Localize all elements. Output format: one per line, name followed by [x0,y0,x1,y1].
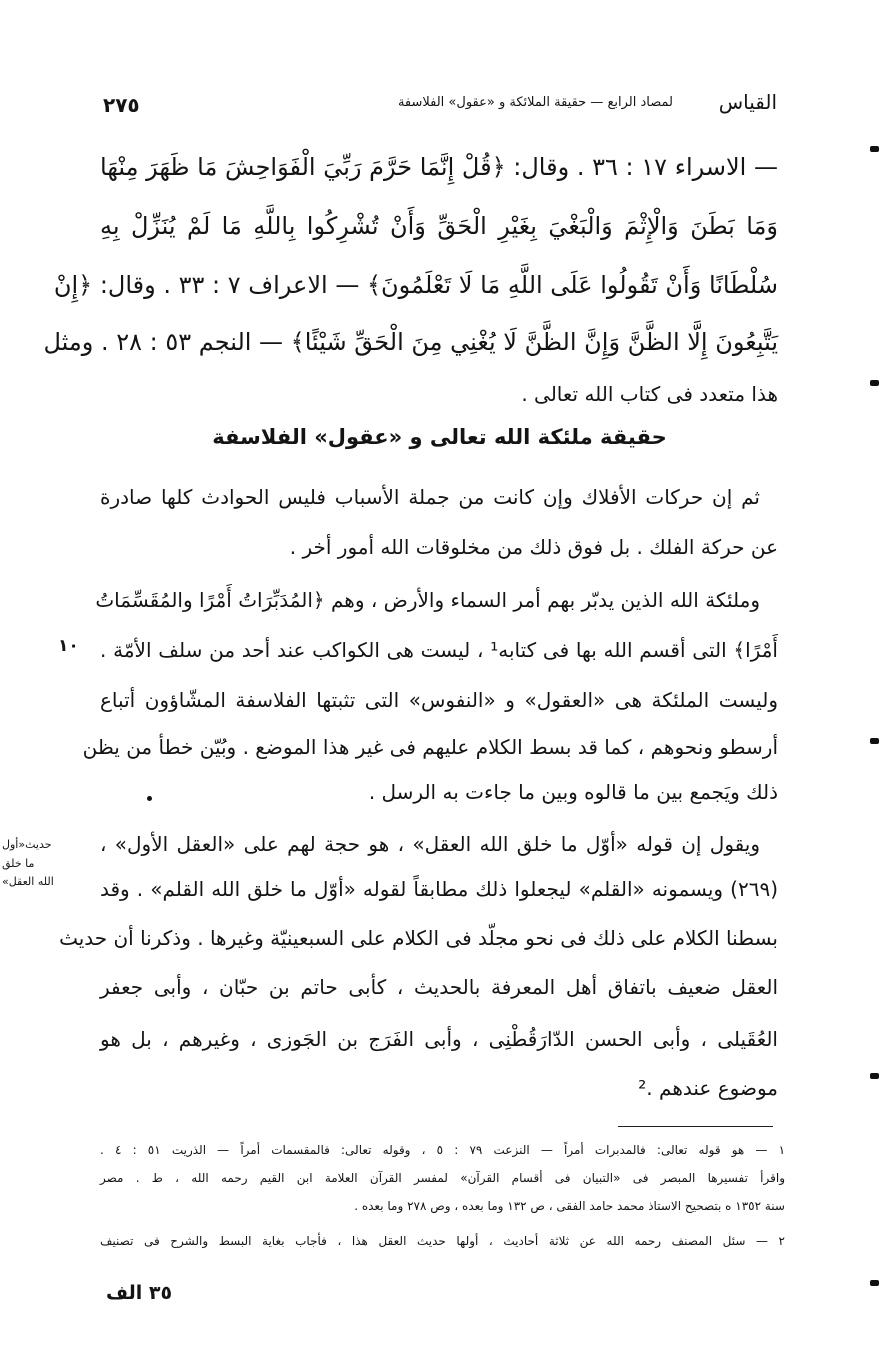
body-line: ثم إن حركات الأفلاك وإن كانت من جملة الأسباب فليس الحوادث كلها صادرة [100,485,760,509]
footnote-line: ٢ — سئل المصنف رحمه الله عن ثلاثة أحاديث ، أولها حديث العقل هذا ، فأجاب بغاية البسط والشرح فى تصنيف [100,1234,785,1248]
footnote-line: ١ — هو قوله تعالى: فالمدبرات أمراً — النزعت ٧٩ : ٥ ، وقوله تعالى: فالمقسمات أمراً — الذريت ٥١ : ٤ . [100,1143,786,1157]
quran-line: — الاسراء ١٧ : ٣٦ . وقال: ﴿قُلْ إِنَّمَا حَرَّمَ رَبِّيَ الْفَوَاحِشَ مَا ظَهَرَ مِنْهَا [100,153,778,181]
body-line: (٢٦٩) ويسمونه «القلم» ليجعلوا ذلك مطابقاً لقوله «أوّل ما خلق الله القلم» . وقد [100,877,778,901]
margin-note-line: حديث«أول [2,838,52,851]
scan-edge-mark [870,380,879,386]
ink-dot [147,796,152,801]
body-line: أَمْرًا﴾ التى أقسم الله بها فى كتابه¹ ، ليست هى الكواكب عند أحد من سلف الأمّة . [100,638,778,662]
scan-edge-mark [870,738,879,744]
signature-mark: ٣٥ الف [106,1282,173,1304]
scan-edge-mark [870,1280,879,1286]
book-title: القياس [718,90,777,114]
margin-note-line: ما خلق [2,856,35,870]
scan-edge-mark [870,1073,879,1079]
quran-line: سُلْطَانًا وَأَنْ تَقُولُوا عَلَى اللَّهِ مَا لَا تَعْلَمُونَ﴾ — الاعراف ٧ : ٣٣ . وقال: ﴿إِنْ [53,271,778,299]
body-line: العُقَيلى ، وأبى الحسن الدّارَقُطْنِى ، وأبى الفَرَج بن الجَوزى ، وغيرهم ، بل هو [100,1027,778,1051]
section-heading: حقيقة ملئكة الله تعالى و «عقول» الفلاسفة [212,425,667,449]
body-line: أرسطو ونحوهم ، كما قد بسط الكلام عليهم فى غير هذا الموضع . وبُيّن خطأ من يظن [82,735,778,759]
body-line: ويقول إن قوله «أوّل ما خلق الله العقل» ، هو حجة لهم على «العقل الأول» ، [100,832,760,856]
page-number: ٢٧٥ [103,93,140,117]
body-line: عن حركة الفلك . بل فوق ذلك من مخلوقات الله أمور أخر . [289,535,778,559]
body-line: العقل ضعيف باتفاق أهل المعرفة بالحديث ، كأبى حاتم بن حبّان ، وأبى جعفر [100,975,778,999]
footnote-line: سنة ١٣٥٢ ه بتصحيح الاستاذ محمد حامد الفقى ، ص ١٣٢ وما بعده ، وص ٢٧٨ وما بعده . [354,1199,785,1213]
footnote-rule [618,1126,773,1127]
body-line: ذلك ويَجمع بين ما قالوه وبين ما جاءت به الرسل . [368,780,778,804]
body-line: بسطنا الكلام على ذلك فى نحو مجلّد فى الكلام على السبعينيّة وغيرها . وذكرنا أن حديث [59,926,778,950]
footnote-line: واقرأ تفسيرها المبصر فى «التبيان فى أقسام القرآن» لمفسر القرآن العلامة ابن القيم رحمه الله ، ط . مصر [100,1171,785,1185]
running-title: لمصاد الرابع — حقيقة الملائكة و «عقول» الفلاسفة [397,95,673,110]
margin-note-line: الله العقل» [2,875,54,889]
margin-line-number: ١٠ [58,636,79,656]
body-line: وملئكة الله الذين يدبّر بهم أمر السماء والأرض ، وهم ﴿المُدَبِّرَاتُ أَمْرًا والمُقَسِّمَاتُ [95,588,760,612]
scan-edge-mark [870,146,879,152]
margin-note [2,836,70,892]
body-line: وليست الملئكة هى «العقول» و «النفوس» التى تثبتها الفلاسفة المشّاؤون أتباع [100,688,778,712]
body-line: هذا متعدد فى كتاب الله تعالى . [521,382,778,406]
quran-line: وَمَا بَطَنَ وَالْإِثْمَ وَالْبَغْيَ بِغَيْرِ الْحَقِّ وَأَنْ تُشْرِكُوا بِاللَّهِ مَا لَمْ يُنَزِّلْ بِهِ [100,212,778,240]
quran-line: يَتَّبِعُونَ إِلَّا الظَّنَّ وَإِنَّ الظَّنَّ لَا يُغْنِي مِنَ الْحَقِّ شَيْئًا﴾ — النجم ٥٣ : ٢٨ . ومثل [43,328,778,356]
body-line: موضوع عندهم .² [638,1076,778,1100]
